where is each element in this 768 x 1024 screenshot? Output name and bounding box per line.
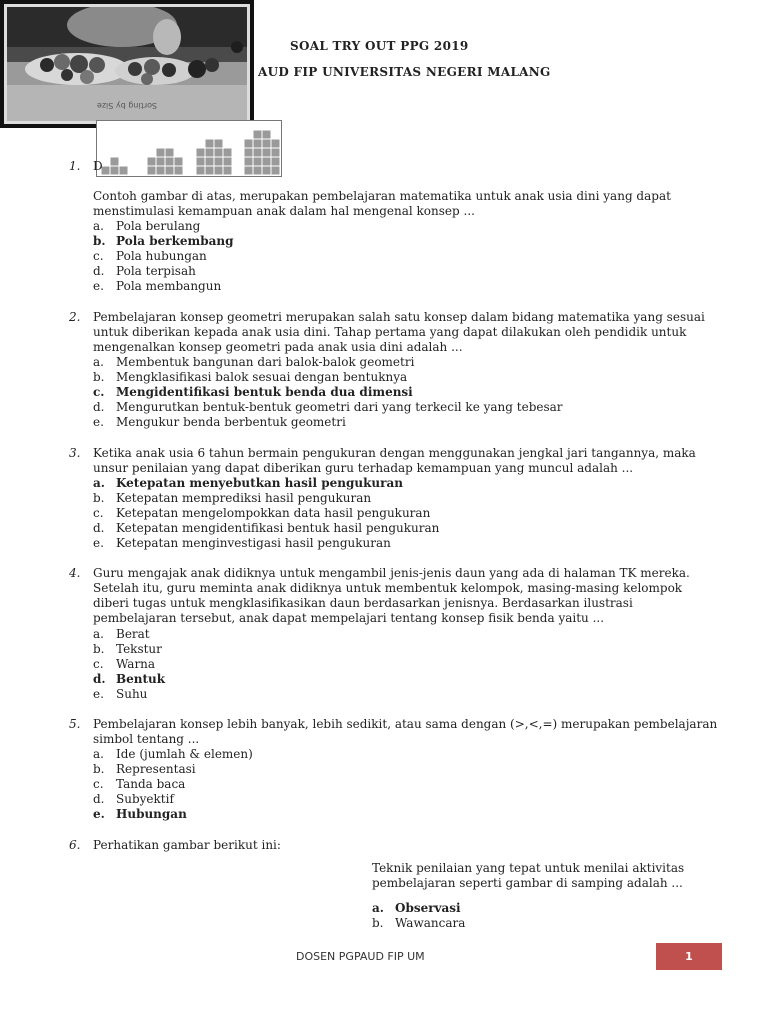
q2-text-line: mengenalkan konsep geometri pada anak usia dini adalah ...: [93, 340, 463, 354]
sorting-photo: [0, 0, 254, 128]
q4-number: 4.: [69, 566, 81, 580]
q4-text-line: diberi tugas untuk mengklasifikasikan daun berdasarkan jenisnya. Berdasarkan ilustrasi: [93, 596, 633, 610]
q1-text: [93, 189, 721, 219]
page-subtitle: AUD FIP UNIVERSITAS NEGERI MALANG: [258, 65, 551, 79]
q4-text-line: pembelajaran tersebut, anak dapat mempelajari tentang konsep fisik benda yaitu ...: [93, 611, 605, 625]
option-item-correct[interactable]: c. Mengidentifikasi bentuk benda dua dimensi: [93, 385, 413, 399]
q6-text: Perhatikan gambar berikut ini:: [93, 838, 281, 852]
q4-text: [93, 566, 721, 626]
q1-text-line: Contoh gambar di atas, merupakan pembelajaran matematika untuk anak usia dini yang dapat: [93, 189, 671, 203]
q1-options: [93, 219, 234, 294]
option-item[interactable]: e. Suhu: [93, 687, 148, 701]
q2-text-line: Pembelajaran konsep geometri merupakan salah satu konsep dalam bidang matematika yang sesuai: [93, 310, 705, 324]
q3-text: [93, 446, 721, 476]
option-item[interactable]: b. Mengklasifikasi balok sesuai dengan bentuknya: [93, 370, 408, 384]
q2-options: [93, 355, 563, 430]
option-item-correct[interactable]: d. Bentuk: [93, 672, 166, 686]
q6-number: 6.: [69, 838, 81, 852]
option-item[interactable]: c. Warna: [93, 657, 156, 671]
q6-text-line: Teknik penilaian yang tepat untuk menilai aktivitas: [372, 861, 685, 875]
q1-prefix: D: [93, 159, 103, 173]
option-item[interactable]: b. Wawancara: [372, 916, 466, 930]
page-number-badge: 1: [656, 943, 722, 970]
option-item-correct[interactable]: a. Observasi: [372, 901, 461, 915]
q4-text-line: Guru mengajak anak didiknya untuk mengambil jenis-jenis daun yang ada di halaman TK mereka.: [93, 566, 690, 580]
option-item[interactable]: c. Pola hubungan: [93, 249, 207, 263]
page-title: SOAL TRY OUT PPG 2019: [290, 39, 469, 53]
q5-options: [93, 747, 253, 822]
option-item[interactable]: a. Pola berulang: [93, 219, 201, 233]
q3-options: [93, 476, 439, 551]
option-item-correct[interactable]: a. Ketepatan menyebutkan hasil pengukuran: [93, 476, 403, 490]
q5-text-line: Pembelajaran konsep lebih banyak, lebih sedikit, atau sama dengan (>,<,=) merupakan pembelajaran: [93, 717, 718, 731]
q3-text-line: Ketika anak usia 6 tahun bermain pengukuran dengan menggunakan jengkal jari tangannya, maka: [93, 446, 696, 460]
q2-text: [93, 310, 721, 355]
q2-text-line: untuk diberikan kepada anak usia dini. Tahap pertama yang dapat dilakukan oleh pendidik untuk: [93, 325, 687, 339]
option-item[interactable]: e. Mengukur benda berbentuk geometri: [93, 415, 346, 429]
q2-number: 2.: [69, 310, 81, 324]
option-item[interactable]: a. Ide (jumlah & elemen): [93, 747, 253, 761]
option-item[interactable]: d. Mengurutkan bentuk-bentuk geometri dari yang terkecil ke yang tebesar: [93, 400, 563, 414]
q6-options: [372, 901, 465, 931]
option-item[interactable]: d. Ketepatan mengidentifikasi bentuk hasil pengukuran: [93, 521, 440, 535]
option-item-correct[interactable]: e. Hubungan: [93, 807, 187, 821]
q5-number: 5.: [69, 717, 81, 731]
option-item[interactable]: b. Ketepatan memprediksi hasil pengukuran: [93, 491, 372, 505]
option-item[interactable]: e. Ketepatan menginvestigasi hasil pengukuran: [93, 536, 391, 550]
option-item[interactable]: a. Membentuk bangunan dari balok-balok geometri: [93, 355, 415, 369]
q5-text-line: simbol tentang ...: [93, 732, 200, 746]
option-item[interactable]: e. Pola membangun: [93, 279, 222, 293]
option-item[interactable]: b. Representasi: [93, 762, 196, 776]
option-item[interactable]: d. Subyektif: [93, 792, 174, 806]
option-item[interactable]: b. Tekstur: [93, 642, 162, 656]
option-item[interactable]: a. Berat: [93, 627, 150, 641]
q1-text-line: menstimulasi kemampuan anak dalam hal mengenal konsep ...: [93, 204, 475, 218]
q4-text-line: Setelah itu, guru meminta anak didiknya untuk membentuk kelompok, masing-masing kelompok: [93, 581, 683, 595]
q6-right-text: [372, 861, 721, 891]
photo-caption: Sorting by Size: [96, 101, 158, 110]
q6-text-line: pembelajaran seperti gambar di samping adalah ...: [372, 876, 683, 890]
option-item[interactable]: c. Tanda baca: [93, 777, 186, 791]
option-item-correct[interactable]: b. Pola berkembang: [93, 234, 234, 248]
q4-options: [93, 627, 165, 702]
option-item[interactable]: c. Ketepatan mengelompokkan data hasil pengukuran: [93, 506, 431, 520]
q5-text: [93, 717, 721, 747]
footer-label: DOSEN PGPAUD FIP UM: [296, 950, 425, 963]
option-item[interactable]: d. Pola terpisah: [93, 264, 196, 278]
q1-number: 1.: [69, 159, 81, 173]
q3-text-line: unsur penilaian yang dapat diberikan guru terhadap kemampuan yang muncul adalah ...: [93, 461, 634, 475]
q3-number: 3.: [69, 446, 81, 460]
